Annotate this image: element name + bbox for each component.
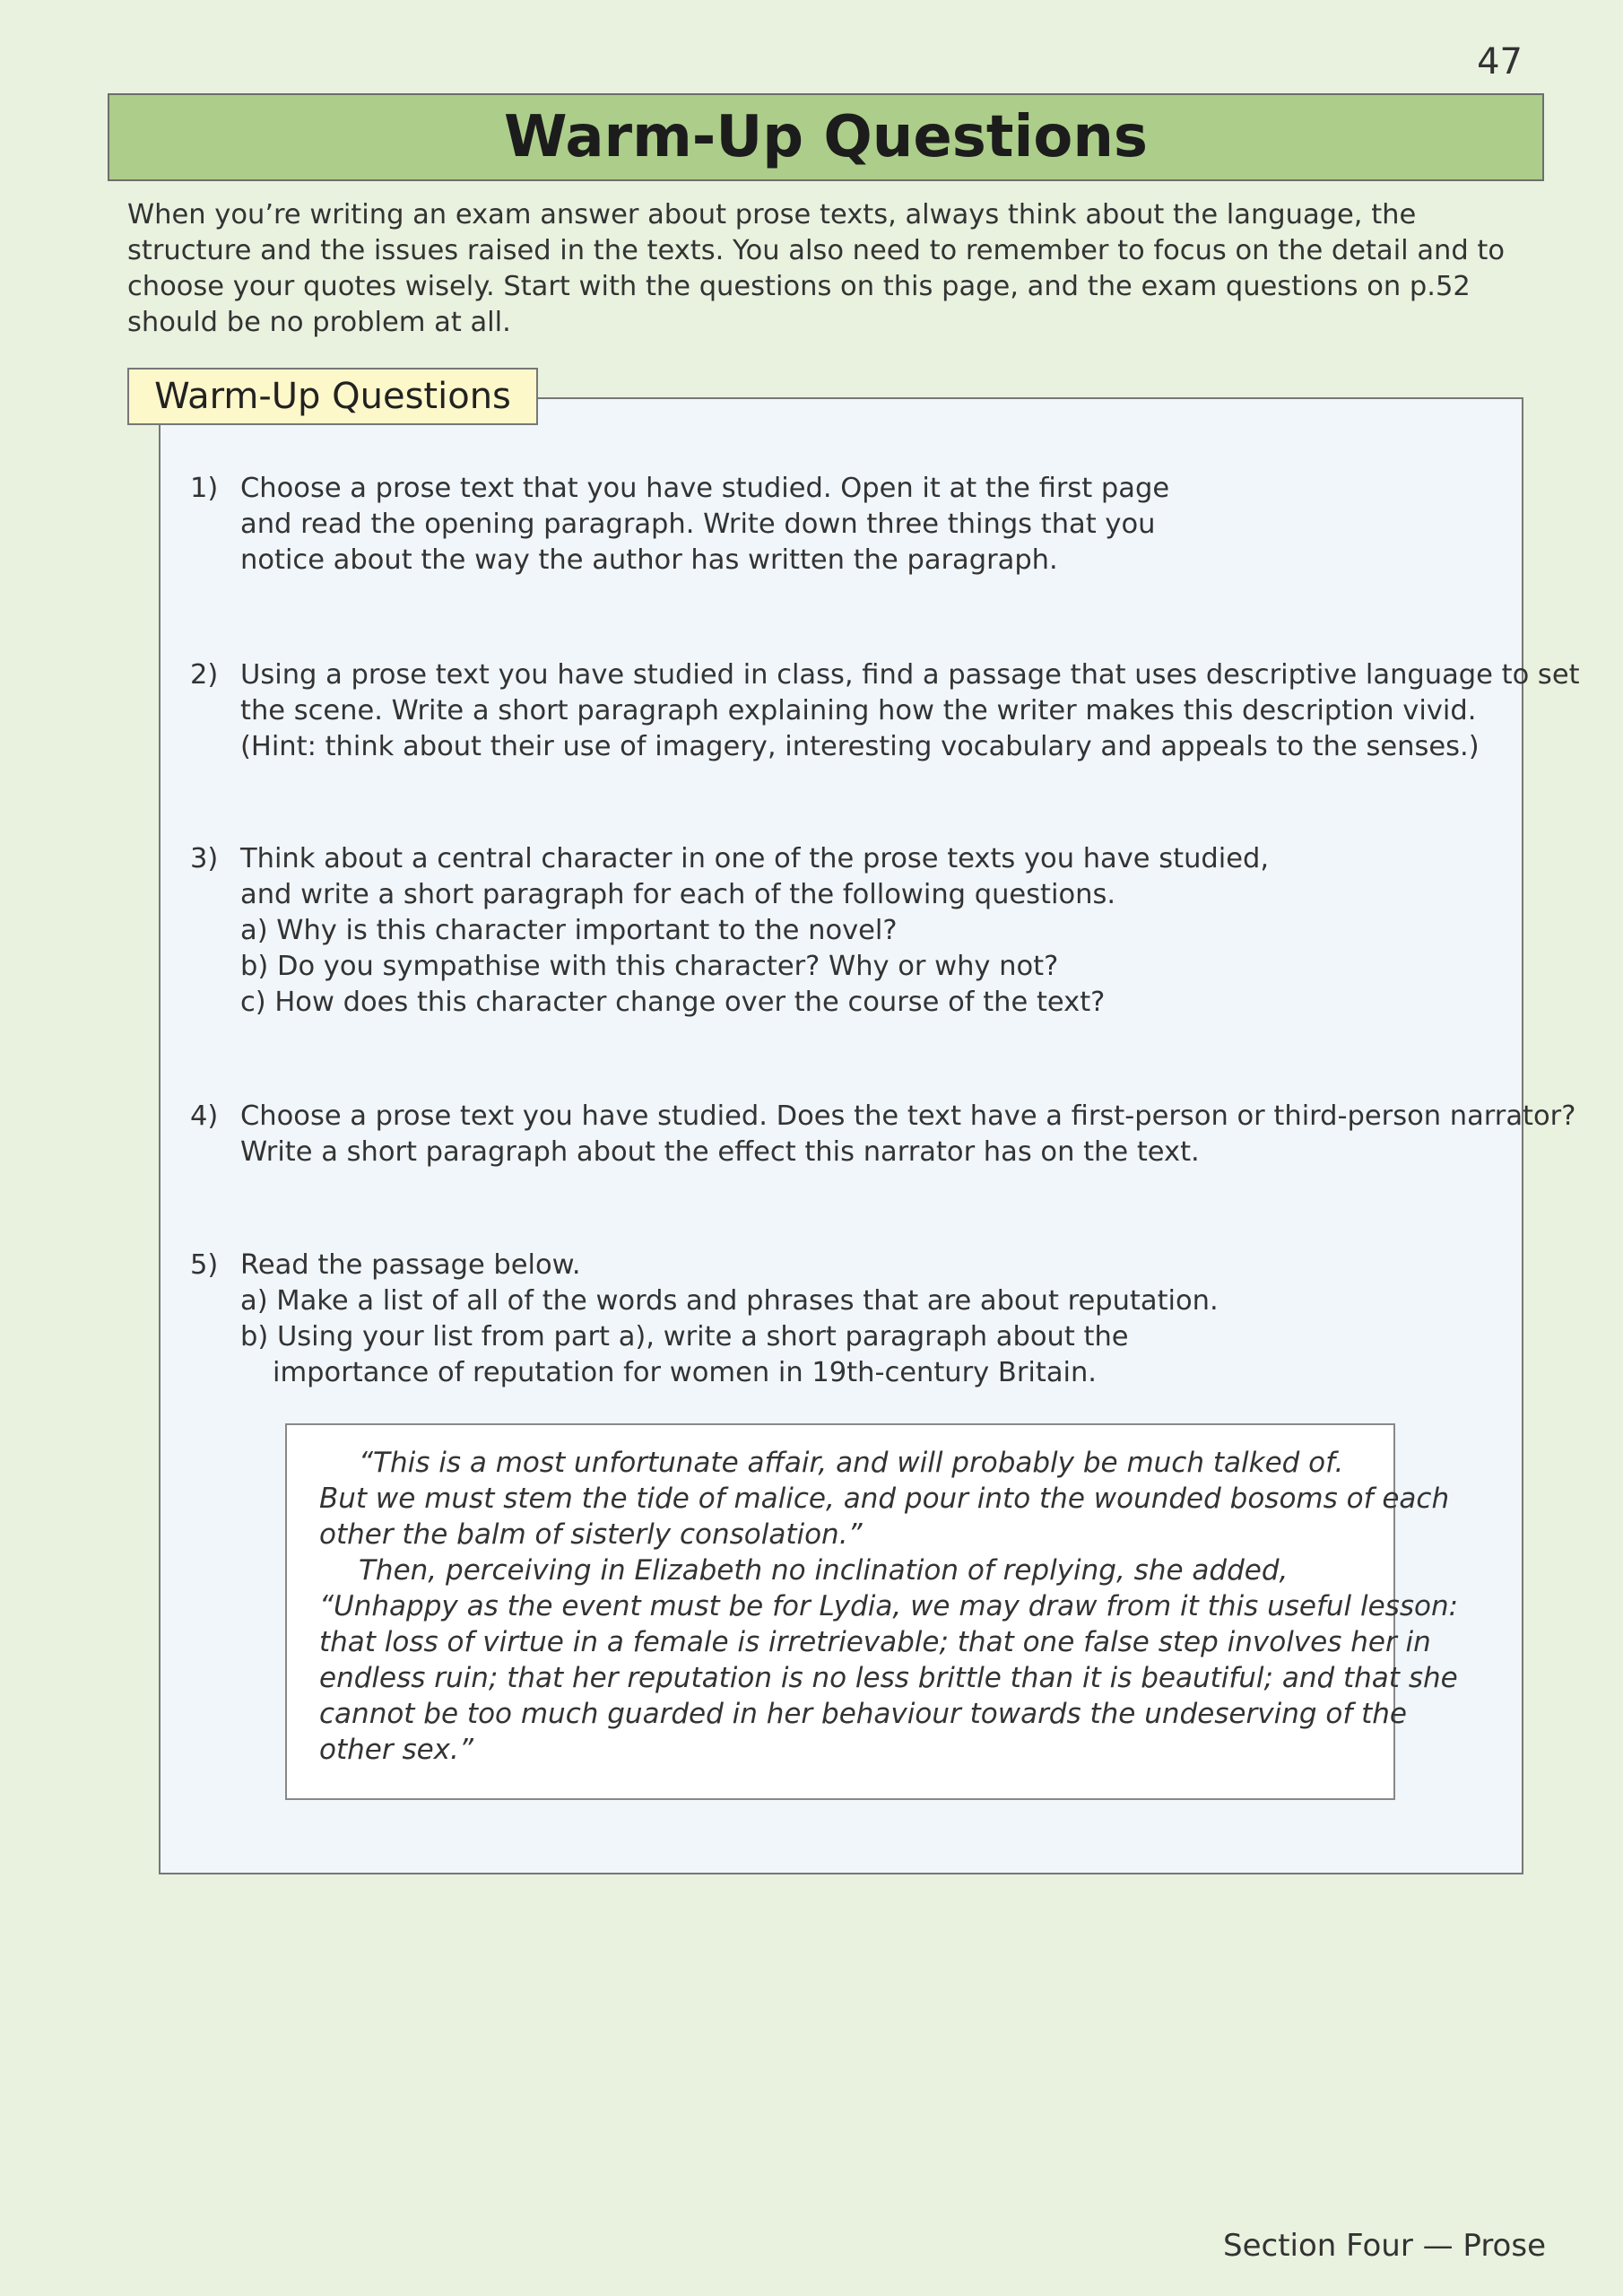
quote-line: “Unhappy as the event must be for Lydia, we may draw from it this useful lesson: (319, 1590, 1459, 1622)
question-3 (190, 841, 1269, 1021)
quote-line: cannot be too much guarded in her behaviour towards the undeserving of the (319, 1698, 1407, 1730)
quote-line: endless ruin; that her reputation is no less brittle than it is beautiful; and that she (319, 1662, 1458, 1694)
question-number: 4) (190, 1100, 219, 1132)
question-line: Read the passage below. (240, 1249, 581, 1281)
question-subpart: importance of reputation for women in 19th-century Britain. (273, 1357, 1098, 1388)
question-line: notice about the way the author has written the paragraph. (240, 544, 1058, 576)
questions-box-title: Warm-Up Questions (127, 368, 538, 425)
question-1 (190, 471, 1169, 578)
question-line: Using a prose text you have studied in class, find a passage that uses descriptive language to set (240, 659, 1580, 691)
question-number: 2) (190, 659, 219, 691)
quote-line: But we must stem the tide of malice, and pour into the wounded bosoms of each (319, 1483, 1450, 1515)
question-line: Write a short paragraph about the effect this narrator has on the text. (240, 1136, 1200, 1168)
question-number: 5) (190, 1249, 219, 1281)
title-banner (108, 93, 1544, 181)
question-line: Choose a prose text that you have studied. Open it at the first page (240, 473, 1170, 504)
question-line: the scene. Write a short paragraph explaining how the writer makes this description vivid. (240, 695, 1477, 726)
question-number: 1) (190, 473, 219, 504)
question-4 (190, 1099, 1575, 1170)
question-line: Think about a central character in one of the prose texts you have studied, (240, 843, 1270, 874)
question-2 (190, 657, 1580, 765)
question-5 (190, 1248, 1219, 1391)
question-number: 3) (190, 843, 219, 874)
question-subpart: c) How does this character change over the course of the text? (240, 987, 1106, 1018)
quote-line: that loss of virtue in a female is irretrievable; that one false step involves her in (319, 1626, 1431, 1658)
question-line: (Hint: think about their use of imagery, interesting vocabulary and appeals to the senses.) (240, 731, 1480, 762)
intro-paragraph: When you’re writing an exam answer about prose texts, always think about the language, the structure and the issues raised in the texts. You also need to remember to focus on the detail and to choose your quotes wisely. Start with the questions on this page, and the exam questions on p.52 should be no problem at all. (127, 199, 1506, 338)
question-line: Choose a prose text you have studied. Does the text have a first-person or third-person narrator? (240, 1100, 1576, 1132)
question-line: and write a short paragraph for each of the following questions. (240, 879, 1116, 910)
question-subpart: a) Why is this character important to the novel? (240, 915, 898, 946)
quote-passage (285, 1423, 1459, 1800)
question-subpart: b) Do you sympathise with this character? Why or why not? (240, 951, 1059, 982)
question-subpart: b) Using your list from part a), write a short paragraph about the (240, 1321, 1129, 1352)
quote-line: other sex.” (319, 1734, 473, 1766)
quote-line: “This is a most unfortunate affair, and will probably be much talked of. (359, 1447, 1344, 1479)
page-number: 47 (1477, 41, 1523, 83)
quote-line: other the balm of sisterly consolation.” (319, 1518, 863, 1551)
page-title: Warm-Up Questions (504, 104, 1148, 170)
question-subpart: a) Make a list of all of the words and phrases that are about reputation. (240, 1285, 1219, 1317)
quote-line: Then, perceiving in Elizabeth no inclination of replying, she added, (359, 1554, 1289, 1587)
question-line: and read the opening paragraph. Write down three things that you (240, 509, 1156, 540)
section-footer: Section Four — Prose (1223, 2228, 1546, 2264)
